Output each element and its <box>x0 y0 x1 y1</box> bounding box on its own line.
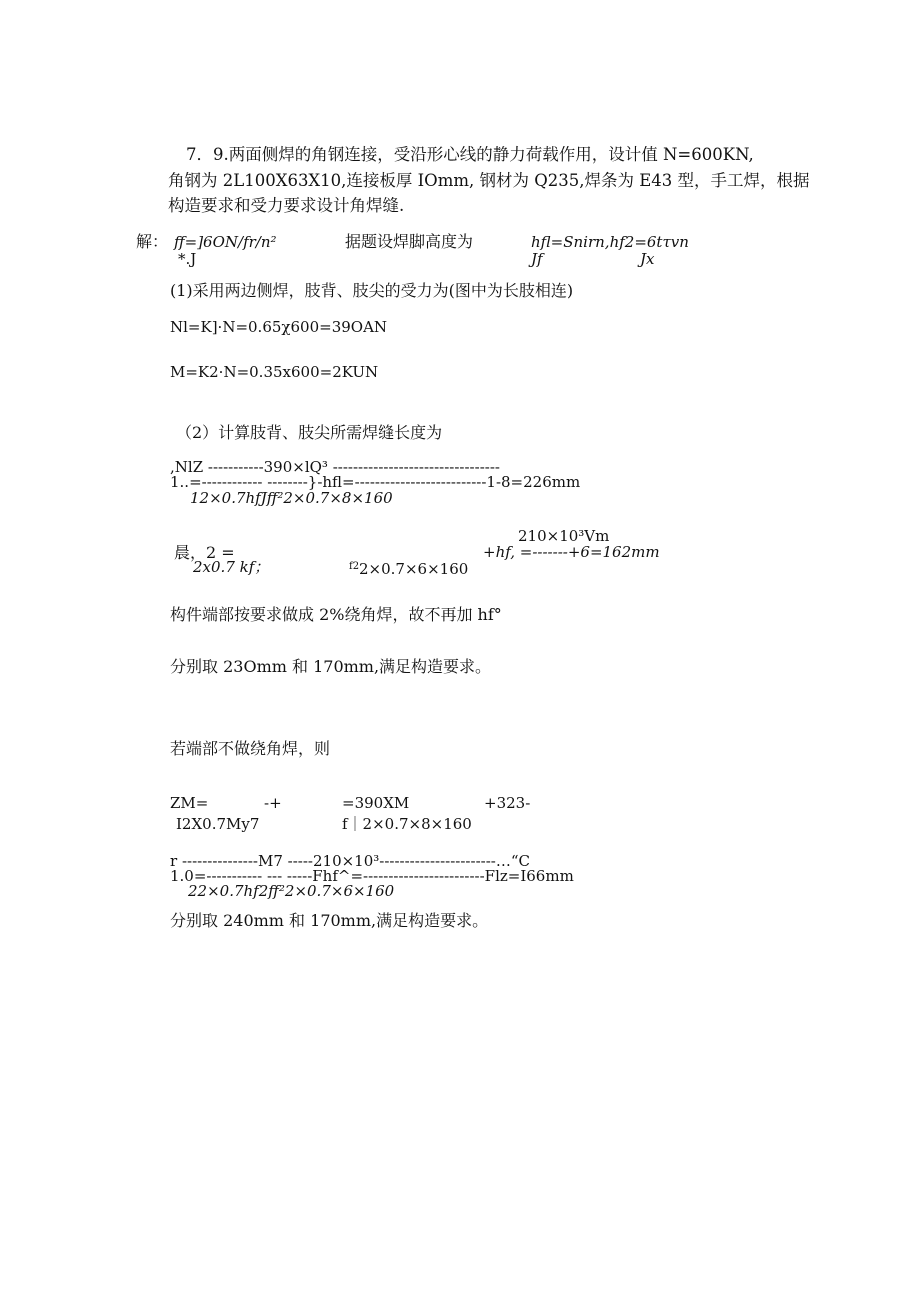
l2b-formula-top: r ---------------M7 -----210×10³-----------------------…“C <box>170 852 530 870</box>
l2b-formula-mid: 1.0=----------- --- -----Fhf^=------------------------Flz=I66mm <box>170 867 574 885</box>
zm-part-c: =390XM <box>342 794 410 812</box>
ff-formula: ff=]6ON/fr/n² <box>174 233 277 251</box>
problem-line-1: 7．9.两面侧焊的角钢连接，受沿形心线的静力荷载作用，设计值 N=600KN, <box>186 145 754 164</box>
l2-label: 晨，2 = <box>174 543 235 562</box>
hf-formula-sub-left: Jf <box>531 250 543 268</box>
ff-formula-sub: *.J <box>178 250 197 268</box>
hf-formula-sub-right: Jx <box>640 250 655 268</box>
zm-denominator-1: I2X0.7My7 <box>176 815 260 833</box>
problem-line-2: 角钢为 2L100X63X10,连接板厚 IOmm, 钢材为 Q235,焊条为 E43 型，手工焊，根据 <box>168 171 810 190</box>
problem-line-3: 构造要求和受力要求设计角焊缝. <box>168 196 405 215</box>
hf-formula: hfl=Snirn,hf2=6tτvn <box>531 233 689 251</box>
end-note: 构件端部按要求做成 2%绕角焊，故不再加 hf° <box>170 605 502 624</box>
l1-formula-top: ,NlZ -----------390×lQ³ --------------------------------- <box>170 458 500 476</box>
l2-denominator-2: 2×0.7×6×160 <box>359 560 469 578</box>
no-wrap-title: 若端部不做绕角焊，则 <box>170 739 331 758</box>
zm-denominator-2: f｜2×0.7×8×160 <box>342 815 472 833</box>
l2-f2-mark: f2 <box>349 561 360 572</box>
zm-part-a: ZM= <box>170 794 209 812</box>
l2-numerator: 210×10³Vm <box>518 527 610 545</box>
l1-formula-bottom: 12×0.7hfJff²2×0.7×8×160 <box>190 489 393 507</box>
step2-title: （2）计算肢背、肢尖所需焊缝长度为 <box>176 423 443 442</box>
l2-denominator: 2x0.7 kf； <box>193 558 270 576</box>
l1-formula-mid: 1..=------------ --------}-hfl=--------------------------1-8=226mm <box>170 473 581 491</box>
n1-formula: Nl=K]·N=0.65χ600=39OAN <box>170 318 388 336</box>
take-result-2: 分别取 240mm 和 170mm,满足构造要求。 <box>170 911 489 930</box>
step1-title: (1)采用两边侧焊，肢背、肢尖的受力为(图中为长肢相连) <box>170 281 574 300</box>
solution-label: 解： <box>136 232 169 251</box>
m-formula: M=K2·N=0.35x600=2KUN <box>170 363 379 381</box>
zm-part-b: -+ <box>264 794 282 812</box>
l2b-formula-bottom: 22×0.7hf2ff²2×0.7×6×160 <box>188 882 395 900</box>
l2-result: +hf, =-------+6=162mm <box>483 543 660 561</box>
assume-text: 据题设焊脚高度为 <box>345 232 474 251</box>
zm-part-d: +323- <box>484 794 531 812</box>
take-result-1: 分别取 23Omm 和 170mm,满足构造要求。 <box>170 657 492 676</box>
